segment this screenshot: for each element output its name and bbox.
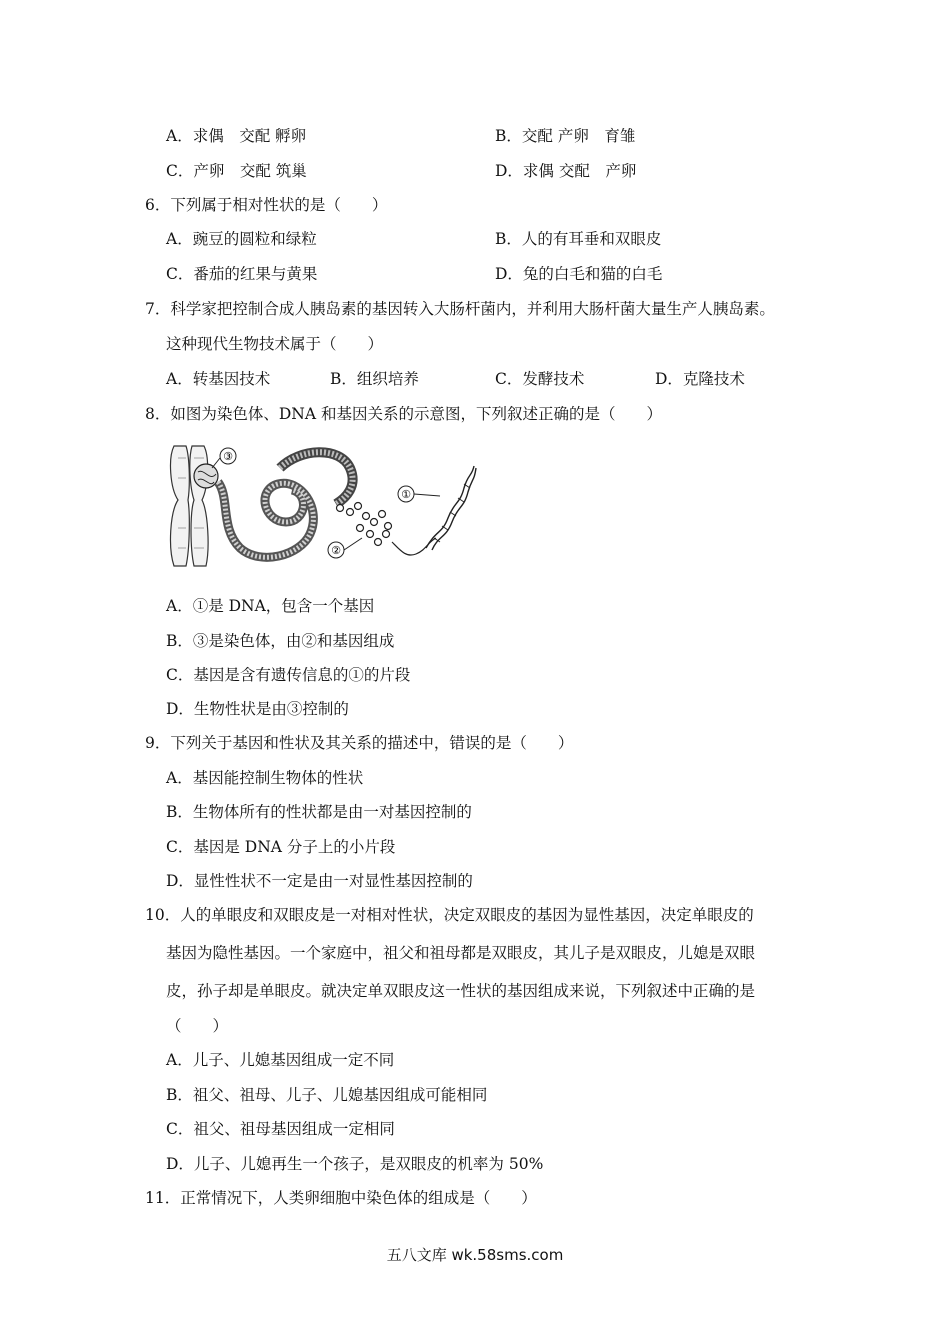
q11-stem: 11．正常情况下，人类卵细胞中染色体的组成是（ ） bbox=[145, 1189, 537, 1207]
label-1: ① bbox=[401, 488, 411, 501]
q8-stem: 8．如图为染色体、DNA 和基因关系的示意图，下列叙述正确的是（ ） bbox=[145, 405, 662, 423]
q6-option-a: A．豌豆的圆粒和绿粒 bbox=[166, 230, 317, 248]
q7-option-c: C．发酵技术 bbox=[495, 370, 585, 388]
q10-stem-line3: 皮，孙子却是单眼皮。就决定单双眼皮这一性状的基因组成来说，下列叙述中正确的是 bbox=[166, 982, 756, 1000]
q6-option-b: B．人的有耳垂和双眼皮 bbox=[495, 230, 662, 248]
q9-stem: 9．下列关于基因和性状及其关系的描述中，错误的是（ ） bbox=[145, 734, 574, 752]
dna-double-helix bbox=[426, 466, 476, 550]
nucleosome-beads bbox=[337, 503, 392, 546]
q10-option-a: A．儿子、儿媳基因组成一定不同 bbox=[166, 1051, 395, 1069]
chromosome-dna-figure bbox=[160, 438, 480, 578]
q10-option-c: C．祖父、祖母基因组成一定相同 bbox=[166, 1120, 395, 1138]
page-footer: 五八文库 wk.58sms.com bbox=[386, 1246, 564, 1264]
q5-option-c: C．产卵 交配 筑巢 bbox=[166, 162, 307, 180]
q9-option-c: C．基因是 DNA 分子上的小片段 bbox=[166, 838, 396, 856]
q8-option-b: B．③是染色体，由②和基因组成 bbox=[166, 632, 395, 650]
q5-option-b: B．交配 产卵 育雏 bbox=[495, 127, 636, 145]
q8-option-d: D．生物性状是由③控制的 bbox=[166, 700, 349, 718]
q10-option-b: B．祖父、祖母、儿子、儿媳基因组成可能相同 bbox=[166, 1086, 488, 1104]
q7-option-d: D．克隆技术 bbox=[655, 370, 745, 388]
q7-stem-line2: 这种现代生物技术属于（ ） bbox=[166, 335, 384, 353]
q10-stem-line4: （ ） bbox=[166, 1017, 229, 1035]
label-2: ② bbox=[331, 544, 341, 557]
dna-strand bbox=[392, 538, 436, 555]
q10-stem-line2: 基因为隐性基因。一个家庭中，祖父和祖母都是双眼皮，其儿子是双眼皮，儿媳是双眼 bbox=[166, 944, 756, 962]
q8-option-a: A．①是 DNA，包含一个基因 bbox=[166, 597, 375, 615]
q8-option-c: C．基因是含有遗传信息的①的片段 bbox=[166, 666, 411, 684]
q7-stem-line1: 7．科学家把控制合成人胰岛素的基因转入大肠杆菌内，并利用大肠杆菌大量生产人胰岛素。 bbox=[145, 300, 775, 318]
q10-stem-line1: 10．人的单眼皮和双眼皮是一对相对性状，决定双眼皮的基因为显性基因，决定单眼皮的 bbox=[145, 906, 754, 924]
q5-option-d: D．求偶 交配 产卵 bbox=[495, 162, 637, 180]
q6-option-d: D．兔的白毛和猫的白毛 bbox=[495, 265, 663, 283]
q6-option-c: C．番茄的红果与黄果 bbox=[166, 265, 318, 283]
q5-option-a: A．求偶 交配 孵卵 bbox=[166, 127, 307, 145]
q10-option-d: D．儿子、儿媳再生一个孩子，是双眼皮的机率为 50% bbox=[166, 1155, 544, 1173]
q9-option-b: B．生物体所有的性状都是由一对基因控制的 bbox=[166, 803, 472, 821]
q9-option-a: A．基因能控制生物体的性状 bbox=[166, 769, 364, 787]
q6-stem: 6．下列属于相对性状的是（ ） bbox=[145, 196, 388, 214]
q9-option-d: D．显性性状不一定是由一对显性基因控制的 bbox=[166, 872, 473, 890]
q7-option-b: B．组织培养 bbox=[330, 370, 419, 388]
chromatin-coil bbox=[218, 452, 353, 557]
label-3: ③ bbox=[223, 450, 233, 463]
q7-option-a: A．转基因技术 bbox=[166, 370, 271, 388]
